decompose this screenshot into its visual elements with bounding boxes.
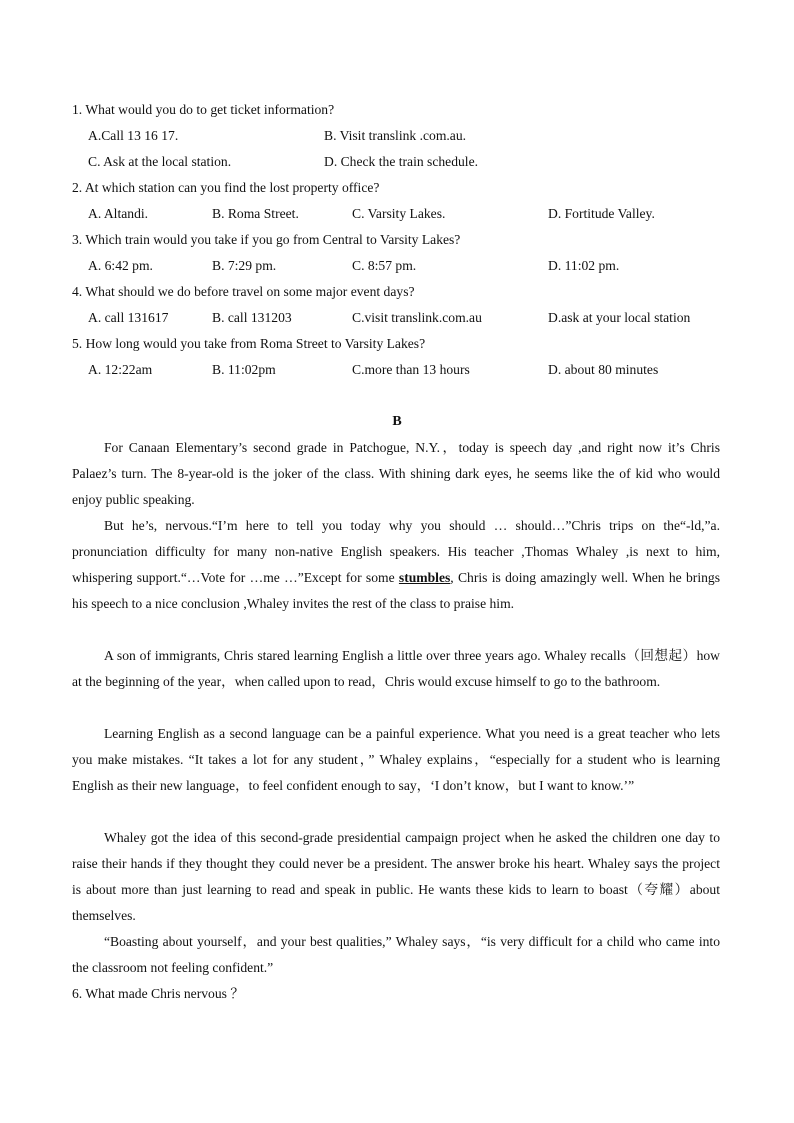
paragraph-4 [72,721,720,799]
question-1-option-b: B. Visit translink .com.au. [324,128,467,143]
question-3-option-d: D. 11:02 pm. [548,258,620,273]
question-3-option-c: C. 8:57 pm. [352,258,417,273]
question-2-option-c: C. Varsity Lakes. [352,206,446,221]
question-4-stem: 4. What should we do before travel on some major event days? [72,284,415,299]
paragraph-2-text-before: But he’s, nervous.“I’m here to tell you today why you should … should…”Chris trips on the“-ld,”a. pronunciation difficulty for many non-native English speakers. His teacher ,Thomas Whaley ,is next to him, whispering support.“…Vote for …me …”Except for some [72,518,720,585]
question-3-option-a: A. 6:42 pm. [88,258,153,273]
question-6-stem: 6. What made Chris nervous ？ [72,986,244,1001]
question-4-option-a: A. call 131617 [88,310,169,325]
question-5-stem: 5. How long would you take from Roma Street to Varsity Lakes? [72,336,426,351]
paragraph-1 [72,435,720,513]
question-2-stem: 2. At which station can you find the lost property office? [72,180,380,195]
question-4-option-d: D.ask at your local station [548,310,691,325]
paragraph-4-text: Learning English as a second language can be a painful experience. What you need is a great teacher who lets you make mistakes. “It takes a lot for any student，” Whaley explains，“especially for a student who is learning English as their new language，to feel confident enough to say，‘I don’t know，but I want to know.’” [72,726,720,793]
paragraph-6 [72,929,720,981]
question-4-option-c: C.visit translink.com.au [352,310,482,325]
question-1-stem: 1. What would you do to get ticket information? [72,102,335,117]
question-5-option-a: A. 12:22am [88,362,153,377]
question-5-option-c: C.more than 13 hours [352,362,470,377]
question-5-option-d: D. about 80 minutes [548,362,659,377]
paragraph-5 [72,825,720,929]
question-2-option-d: D. Fortitude Valley. [548,206,655,221]
paragraph-5-text: Whaley got the idea of this second-grade presidential campaign project when he asked the children one day to raise their hands if they thought they could never be a president. The answer broke his heart. Whaley says the project is about more than just learning to read and speak in public. He wants these kids to learn to boast（夸耀）about themselves. [72,830,720,923]
paragraph-2 [72,513,720,617]
question-3-stem: 3. Which train would you take if you go from Central to Varsity Lakes? [72,232,461,247]
emphasized-word: stumbles [398,570,451,585]
question-1-option-d: D. Check the train schedule. [324,154,479,169]
paragraph-3-text: A son of immigrants, Chris stared learning English a little over three years ago. Whaley recalls（回想起）how at the beginning of the year，when called upon to read，Chris would excuse himself to go to the bathroom. [72,648,720,689]
section-heading: B [392,414,402,429]
question-2-option-a: A. Altandi. [88,206,149,221]
question-1-option-c: C. Ask at the local station. [88,154,232,169]
question-5-option-b: B. 11:02pm [212,362,276,377]
question-2-option-b: B. Roma Street. [212,206,299,221]
question-4-option-b: B. call 131203 [212,310,292,325]
paragraph-1-text: For Canaan Elementary’s second grade in Patchogue, N.Y.，today is speech day ,and right now it’s Chris Palaez’s turn. The 8-year-old is the joker of the class. With shining dark eyes, he seems like the of kid who would enjoy public speaking. [72,440,720,507]
question-1-option-a: A.Call 13 16 17. [88,128,179,143]
paragraph-6-text: “Boasting about yourself，and your best qualities,” Whaley says，“is very difficult for a child who came into the classroom not feeling confident.” [72,934,720,975]
question-3-option-b: B. 7:29 pm. [212,258,277,273]
paragraph-2-text-after: , Chris is doing amazingly well. When he brings his speech to a nice conclusion ,Whaley invites the rest of the class to praise him. [72,570,720,611]
paragraph-3 [72,643,720,695]
